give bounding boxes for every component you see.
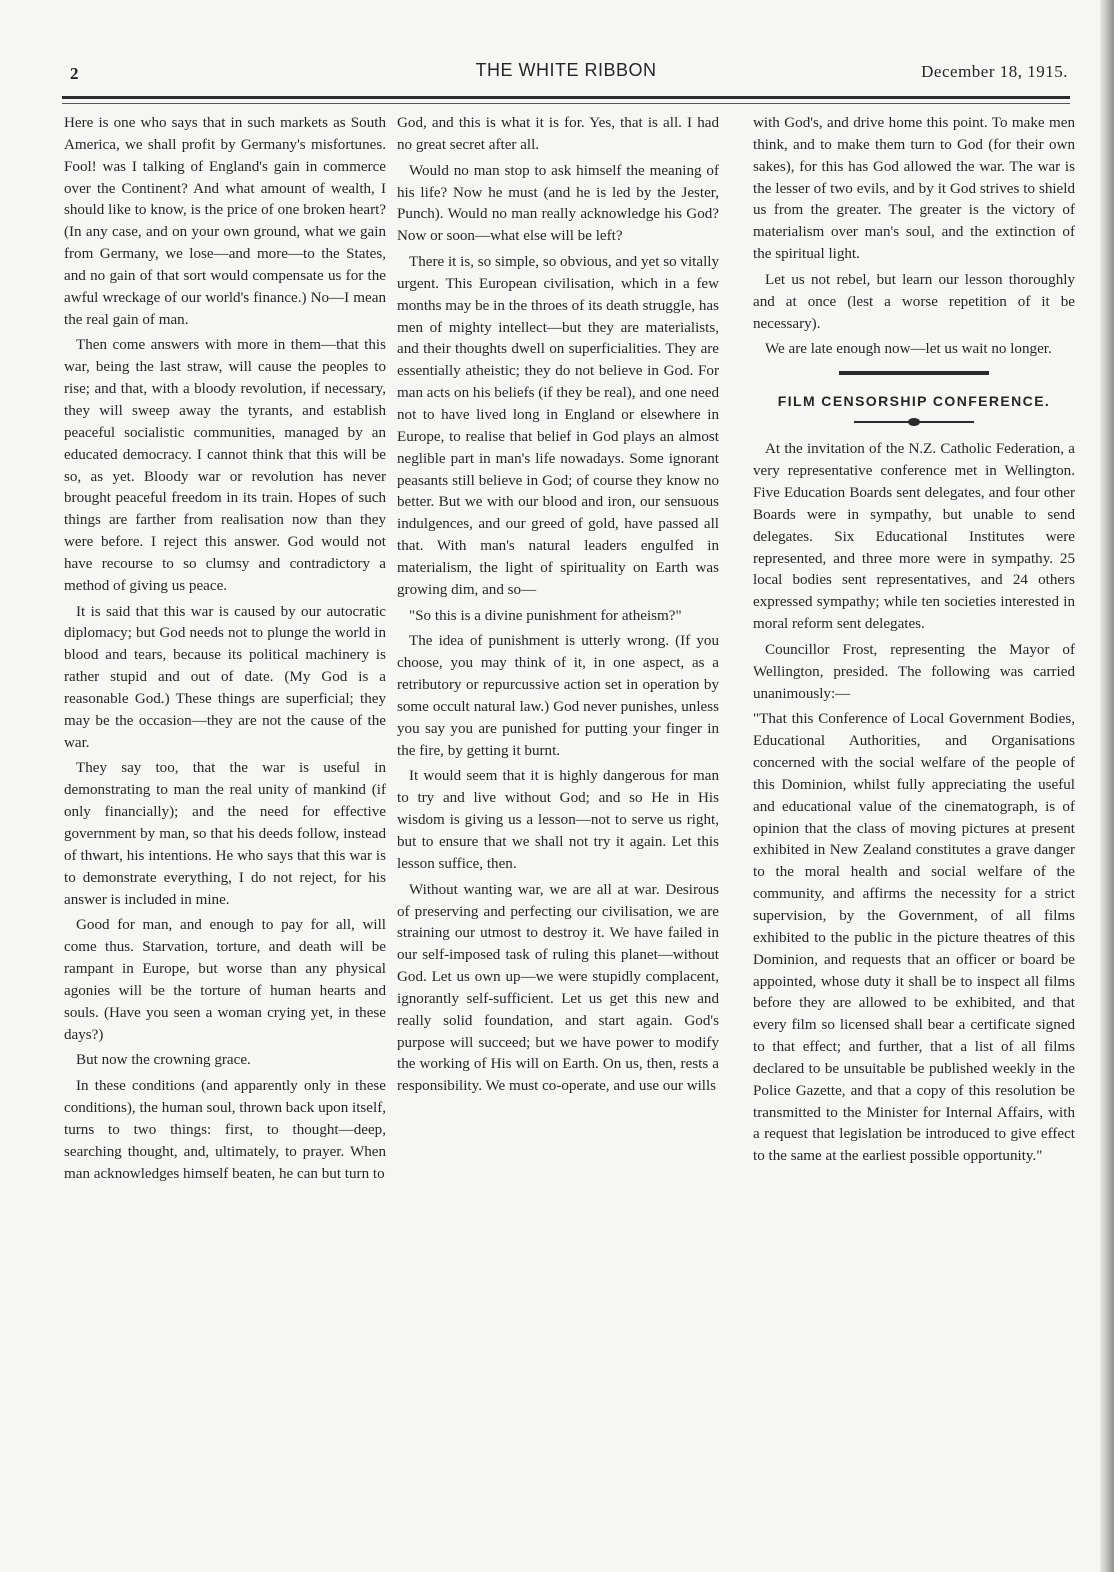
- paragraph: Councillor Frost, representing the Mayor of Wellington, presided. The following was carried unanimously:—: [753, 641, 1075, 702]
- paragraph: Then come answers with more in them—that this war, being the last straw, will cause the peoples to rise; and that, with a bloody revolution, if necessary, they will sweep away the tyrants, and establish peaceful socialistic communities, managed by an educated democracy. I cannot think that this will be so, as yet. Bloody war or revolution has never brought peaceful freedom in its train. Hopes of such things are farther from realisation now than they were before. I reject this answer. God would not have recourse to so clumsy and contradictory a method of giving us peace.: [64, 337, 386, 594]
- paragraph: "So this is a divine punishment for atheism?": [409, 607, 682, 624]
- issue-date: December 18, 1915.: [921, 62, 1068, 81]
- paragraph: They say too, that the war is useful in demonstrating to man the real unity of mankind (if only financially); and the need for effective government by man, so that his deeds follow, instead of thwart, his intentions. He who says that this war is to demonstrate everything, I do not reject, for his answer is included in mine.: [64, 760, 386, 908]
- paragraph: Without wanting war, we are all at war. Desirous of preserving and perfecting our civilisation, we are straining our utmost to destroy it. We have failed in our self-imposed task of ruling this planet—without God. Let us own up—we were stupidly complacent, ignorantly self-sufficient. Let us get this new and really solid foundation, and start again. God's purpose will succeed; but we have power to modify the working of His will on Earth. On us, then, rests a responsibility. We must co-operate, and use our wills: [397, 881, 719, 1095]
- article-separator-rule: [839, 371, 989, 375]
- paragraph: with God's, and drive home this point. To make men think, and to make them turn to God (for their own sakes), for this has God allowed the war. The war is the lesser of two evils, and by it God strives to shield us from the greater. The greater is the victory of materialism over man's soul, and the extinction of the spiritual light.: [753, 115, 1075, 263]
- paragraph: Good for man, and enough to pay for all, will come thus. Starvation, torture, and death will be rampant in Europe, but worse than any physical agonies will be the torture of human hearts and souls. (Have you seen a woman crying yet, in these days?): [64, 917, 386, 1043]
- paragraph: Here is one who says that in such markets as South America, we shall profit by Germany's misfortunes. Fool! was I talking of England's gain in commerce over the Continent? And what amount of wealth, I should like to know, is the price of one broken heart? (In any case, and on your own ground, what we gain from Germany, we lose—and more—to the States, and no gain of that sort would compensate us for the awful wreckage of our world's finance.) No—I mean the real gain of man.: [64, 115, 386, 328]
- column-1: [64, 113, 386, 1190]
- resolution-quote: "That this Conference of Local Government Bodies, Educational Authorities, and Organisations concerned with the social welfare of the people of this Dominion, whilst fully appreciating the useful and educational value of the cinematograph, is of opinion that the class of moving pictures at present exhibited in New Zealand constitutes a grave danger to the moral health and social welfare of the community, and affirms the necessity for a strict supervision, by the Government, of all films exhibited to the public in the picture theatres of this Dominion, and requests that an officer or board be appointed, whose duty it shall be to inspect all films before they are allowed to be exhibited, and that every film so licensed shall bear a certificate signed to that effect; and further, that a list of all films declared to be unsuitable be published weekly in the Police Gazette, and that a copy of this resolution be transmitted to the Minister for Internal Affairs, with a request that legislation be introduced to give effect to the same at the earliest possible opportunity.": [753, 711, 1075, 1165]
- paragraph: In these conditions (and apparently only in these conditions), the human soul, thrown back upon itself, turns to two things: first, to thought—deep, searching thought, and, ultimately, to prayer. When man acknowledges himself beaten, he can but turn to: [64, 1078, 386, 1182]
- paragraph: At the invitation of the N.Z. Catholic Federation, a very representative conference met in Wellington. Five Education Boards sent delegates, and four other Boards were in sympathy, but unable to send delegates. Six Educational Institutes were represented, and three more were in sympathy. 25 local bodies sent representatives, and 24 others expressed sympathy; while ten societies interested in moral reform sent delegates.: [753, 441, 1075, 633]
- paragraph: We are late enough now—let us wait no longer.: [765, 341, 1052, 358]
- headline-ornament: [854, 417, 974, 427]
- paragraph: God, and this is what it is for. Yes, that is all. I had no great secret after all.: [397, 115, 719, 153]
- paragraph: Let us not rebel, but learn our lesson thoroughly and at once (lest a worse repetition of it be necessary).: [753, 271, 1075, 332]
- page-number: 2: [70, 64, 79, 83]
- header-rule-thick: [62, 96, 1070, 99]
- paragraph: Would no man stop to ask himself the meaning of his life? Now he must (and he is led by the Jester, Punch). Would no man really acknowledge his God? Now or soon—what else will be left?: [397, 162, 719, 245]
- page-header: [62, 58, 1070, 88]
- ornament-dot-icon: [908, 418, 920, 426]
- column-2: [397, 113, 719, 1102]
- column-3: [753, 113, 1075, 1172]
- page-edge-shadow: [1100, 0, 1114, 1572]
- paragraph: It would seem that it is highly dangerous for man to try and live without God; and so He in His wisdom is giving us a lesson—not to serve us right, but to ensure that we shall not try it again. Let this lesson suffice, then.: [397, 768, 719, 872]
- paragraph: The idea of punishment is utterly wrong. (If you choose, you may think of it, in one aspect, as a retributory or repurcussive action set in operation by some occult natural law.) God never punishes, unless you say you are punished for putting your finger in the fire, by getting it burnt.: [397, 633, 719, 759]
- paragraph: There it is, so simple, so obvious, and yet so vitally urgent. This European civilisation, which in a few months may be in the throes of its death struggle, has men of mighty intellect—but they are materialists, and their thoughts dwell on superficialities. They are essentially atheistic; they do not believe in God. For man acts on his beliefs (if they be real), and one need not to have lived long in England or elsewhere in Europe, to realise that belief in God plays an almost neglible part in man's life nowadays. Some ignorant peasants still believe in God; of course they know no better. But we with our blood and iron, our sensuous indulgences, and our greed of gold, have passed all that. With man's natural leaders engulfed in materialism, the light of spirituality on Earth was growing dim, and so—: [397, 254, 719, 598]
- paragraph: But now the crowning grace.: [76, 1052, 251, 1069]
- paragraph: It is said that this war is caused by our autocratic diplomacy; but God needs not to plunge the world in blood and tears, because its political machinery is rather stupid and out of date. (My God is a reasonable God.) These things are superficial; they may be the occasion—they are not the cause of the war.: [64, 603, 386, 751]
- header-rule-thin: [62, 103, 1070, 104]
- newspaper-title: THE WHITE RIBBON: [475, 60, 657, 80]
- article-headline: FILM CENSORSHIP CONFERENCE.: [777, 393, 1051, 410]
